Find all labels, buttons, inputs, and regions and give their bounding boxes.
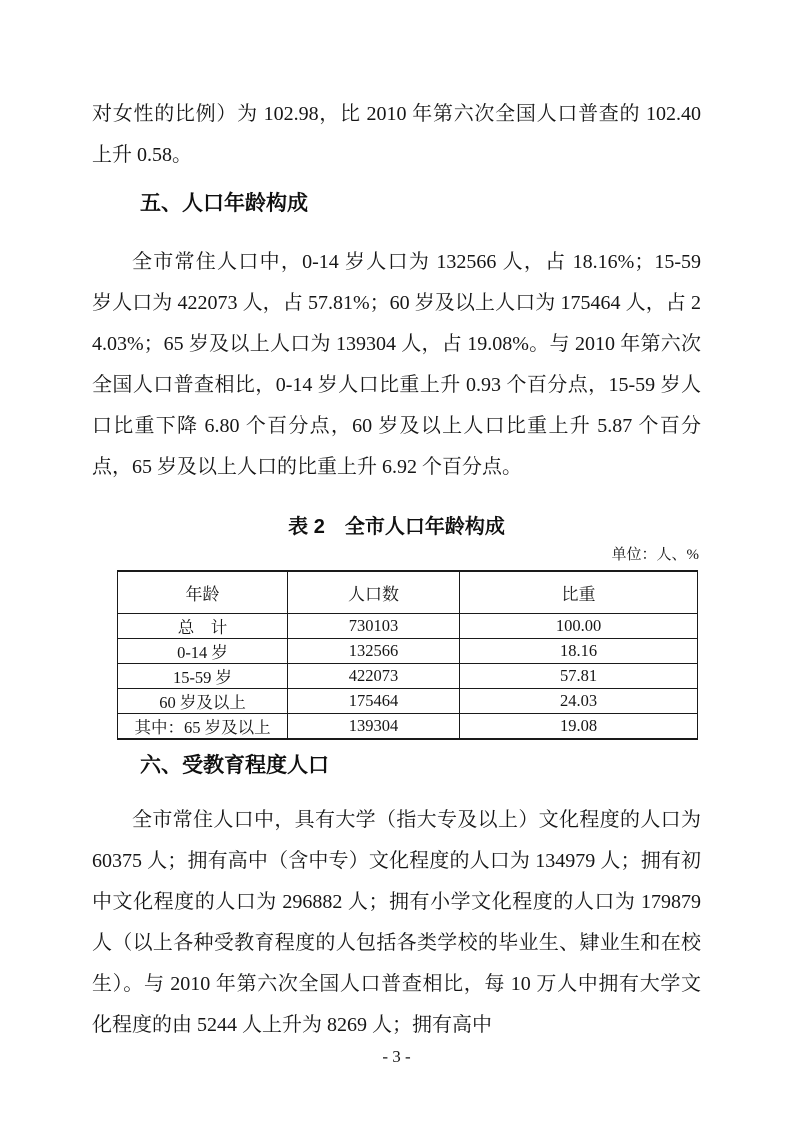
table-cell-share: 19.08 [460, 714, 698, 740]
intro-paragraph: 对女性的比例）为 102.98，比 2010 年第六次全国人口普查的 102.40 上升 0.58。 [92, 103, 701, 166]
section-6-paragraph: 全市常住人口中，具有大学（指大专及以上）文化程度的人口为 60375 人；拥有高中（含中专）文化程度的人口为 134979 人；拥有初中文化程度的人口为 296882 人；拥有小学文化程度的人口为 179879 人（以上各种受教育程度的人包括各类学校的毕业生、肄业生和在校生）。与 2010 年第六次全国人口普查相比，每 10 万人中拥有大学文化程度的由 5244 人上升为 8269 人；拥有高中 [92, 809, 701, 1036]
table-cell-age: 其中：65 岁及以上 [118, 714, 288, 740]
age-composition-table [117, 570, 698, 740]
table-cell-population: 132566 [288, 639, 460, 664]
table-row [118, 714, 698, 740]
table-cell-population: 730103 [288, 614, 460, 639]
table-cell-age: 15-59 岁 [118, 664, 288, 689]
table-header-row [118, 571, 698, 614]
table-cell-age: 60 岁及以上 [118, 689, 288, 714]
table-cell-population: 139304 [288, 714, 460, 740]
table-cell-share: 57.81 [460, 664, 698, 689]
section-5-heading: 五、人口年龄构成 [140, 192, 308, 215]
page-number: - 3 - [382, 1047, 411, 1066]
table-cell-age: 总 计 [118, 614, 288, 639]
table-header-population: 人口数 [288, 571, 460, 614]
table-cell-population: 422073 [288, 664, 460, 689]
table-row [118, 689, 698, 714]
table-row [118, 614, 698, 639]
table-row [118, 639, 698, 664]
table-cell-age: 0-14 岁 [118, 639, 288, 664]
table-2-unit-note: 单位：人、% [611, 547, 699, 563]
table-cell-share: 100.00 [460, 614, 698, 639]
table-header-age: 年龄 [118, 571, 288, 614]
table-header-share: 比重 [460, 571, 698, 614]
table-cell-share: 18.16 [460, 639, 698, 664]
table-cell-share: 24.03 [460, 689, 698, 714]
table-cell-population: 175464 [288, 689, 460, 714]
section-5-paragraph: 全市常住人口中，0-14 岁人口为 132566 人，占 18.16%；15-59 岁人口为 422073 人，占 57.81%；60 岁及以上人口为 175464 人，占 24.03%；65 岁及以上人口为 139304 人，占 19.08%。与 2010 年第六次全国人口普查相比，0-14 岁人口比重上升 0.93 个百分点，15-59 岁人口比重下降 6.80 个百分点，60 岁及以上人口比重上升 5.87 个百分点，65 岁及以上人口的比重上升 6.92 个百分点。 [92, 251, 701, 478]
table-2-title: 表 2 全市人口年龄构成 [288, 516, 505, 538]
section-6-heading: 六、受教育程度人口 [140, 754, 329, 777]
table-row [118, 664, 698, 689]
